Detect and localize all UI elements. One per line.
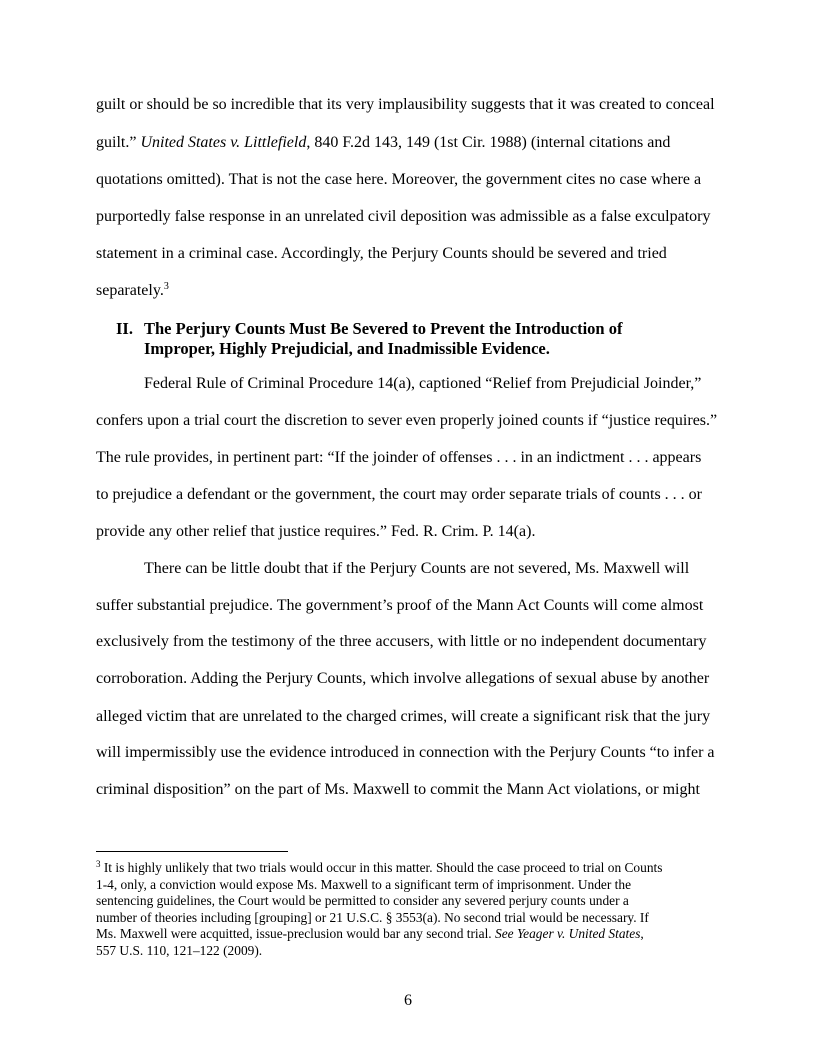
footnote-separator	[96, 851, 288, 852]
section-line-11: will impermissibly use the evidence introduced in connection with the Perjury Counts “to infer a	[96, 744, 715, 761]
section-line-8: exclusively from the testimony of the three accusers, with little or no independent documentary	[96, 633, 707, 650]
section-line-2: confers upon a trial court the discretion to sever even properly joined counts if “justice requires.”	[96, 412, 718, 429]
section-line-7: suffer substantial prejudice. The government’s proof of the Mann Act Counts will come almost	[96, 597, 704, 614]
footnote-citation: See Yeager v. United States	[495, 926, 641, 941]
section-line-6: There can be little doubt that if the Perjury Counts are not severed, Ms. Maxwell will	[144, 560, 690, 577]
footnote-ref: 3	[163, 281, 169, 292]
body-line-3: quotations omitted). That is not the case here. Moreover, the government cites no case where a	[96, 171, 702, 188]
footnote-line-5: Ms. Maxwell were acquitted, issue-preclusion would bar any second trial. See Yeager v. United States,	[96, 926, 644, 941]
section-line-3: The rule provides, in pertinent part: “If the joinder of offenses . . . in an indictment . . . appears	[96, 449, 702, 466]
footnote-number: 3	[96, 859, 101, 869]
footnote-line-4: number of theories including [grouping] or 21 U.S.C. § 3553(a). No second trial would be necessary. If	[96, 909, 649, 925]
page-number: 6	[404, 992, 412, 1009]
body-line-6: separately.$^3$	[96, 281, 169, 299]
footnote-line-6: 557 U.S. 110, 121–122 (2009).	[96, 942, 263, 958]
section-number: II.	[116, 319, 133, 338]
section-line-4: to prejudice a defendant or the government, the court may order separate trials of counts . . . or	[96, 486, 702, 503]
section-heading-line-1: The Perjury Counts Must Be Severed to Prevent the Introduction of	[144, 319, 623, 338]
footnote-line-1: $^3$ It is highly unlikely that two trials would occur in this matter. Should the case proceed to trial on Counts	[96, 859, 663, 875]
section-line-9: corroboration. Adding the Perjury Counts, which involve allegations of sexual abuse by another	[96, 670, 710, 687]
body-line-1: guilt or should be so incredible that its very implausibility suggests that it was created to conceal	[96, 96, 715, 113]
case-citation: United States v. Littlefield	[140, 134, 307, 151]
body-line-4: purportedly false response in an unrelated civil deposition was admissible as a false exculpatory	[96, 208, 711, 225]
section-heading-line-2: Improper, Highly Prejudicial, and Inadmissible Evidence.	[144, 339, 550, 358]
footnote-line-3: sentencing guidelines, the Court would be permitted to consider any severed perjury counts under a	[96, 893, 629, 908]
footnote-line-2: 1-4, only, a conviction would expose Ms. Maxwell to a significant term of imprisonment. Under the	[96, 876, 632, 892]
section-line-12: criminal disposition” on the part of Ms. Maxwell to commit the Mann Act violations, or might	[96, 781, 700, 798]
section-line-5: provide any other relief that justice requires.” Fed. R. Crim. P. 14(a).	[96, 523, 536, 540]
section-line-1: Federal Rule of Criminal Procedure 14(a), captioned “Relief from Prejudicial Joinder,”	[144, 375, 702, 392]
section-line-10: alleged victim that are unrelated to the charged crimes, will create a significant risk that the jury	[96, 708, 711, 725]
body-line-5: statement in a criminal case. Accordingly, the Perjury Counts should be severed and tried	[96, 245, 667, 262]
body-line-2: guilt.” United States v. Littlefield, 840 F.2d 143, 149 (1st Cir. 1988) (internal citations and	[96, 134, 671, 151]
